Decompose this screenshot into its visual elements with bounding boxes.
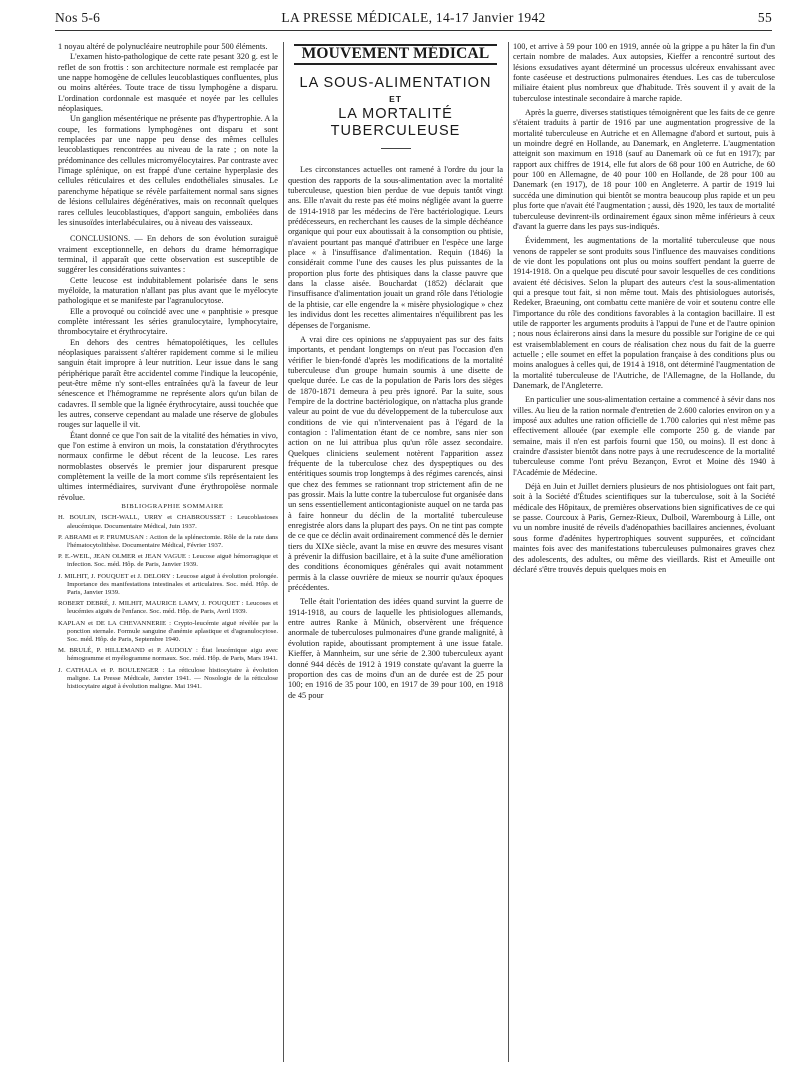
page-number: 55 <box>757 10 772 25</box>
column-middle <box>288 42 503 705</box>
bibliography-entry: H. BOULIN, ISCH-WALL, URRY et CHABROUSSET : Leucoblastoses aleucémique. Documentaire Médical, Juin 1937. <box>58 514 278 530</box>
paragraph: Un ganglion mésentérique ne présente pas d'hypertrophie. A la coupe, les formations lymphogènes ont disparu et sont remplacées par une nappe peu dense des mêmes cellules leucoblastiques rencontrées au niveau de la rate ; on note la prédominance des cellules micromyélocytaires. Par contraste avec l'image splénique, on est frappé d'une certaine hyperplasie des cellules réticulaires et des cellules endothéliales sinusales. Le parenchyme hépatique se révèle parfaitement normal sans signes de lésions cellulaires dégénératives, mais on reconnaît quelques rares cellules leucoblastiques, d'apport sanguin, emboliées dans les sinusoïdes interlabéculaires, ou à niveau des vaisseaux. <box>58 114 279 227</box>
paragraph: En particulier une sous-alimentation certaine a commencé à sévir dans nos villes. Au lieu de la ration normale d'entretien de 2.600 calories environ on y a imposé aux adultes une ration officielle de 1.700 calories qui n'est même pas effectivement allouée (par exemple elle comporte 250 g. de viande par semaine, mais il n'en est parfois fourni que 150, ou moins). Il est donc à craindre d'assister bientôt dans notre pays à une recrudescence de la mortalité tuberculeuse comme l'ont prévu Bezançon, Evrot et Moine dès 1940 à l'Académie de Médecine. <box>513 395 775 477</box>
bibliography <box>58 503 278 691</box>
article-title-line: ET <box>389 94 402 105</box>
paragraph: A vrai dire ces opinions ne s'appuyaient pas sur des faits importants, et pendant longtemps on n'eut pas l'occasion d'en vérifier le bien-fondé d'après les modifications de la mortalité tuberculeuse d'un groupe humain soumis à une disette de quelque durée. Le cas de la population de Paris lors des sièges de 1870-1871 demeura à peu près ignoré. Par la suite, sous l'empire de la doctrine bactériologique, on n'attacha plus grande valeur au point de vue du développement de la tuberculose aux conditions de vie qui n'intervenaient pas à l'égard de la contagion : l'alimentation étant de ce nombre, sans nier son action on ne lui attribua plus qu'un rôle assez secondaire. Quelques cliniciens seulement notèrent l'apparition assez fréquente de la tuberculose chez des dyspeptiques ou des entéritiques soumis trop longtemps à des régimes carencés, ainsi que chez des femmes se rationnant trop strictement afin de ne pas grossir. Mais la lutte contre la tuberculose fut organisée dans un sens essentiellement anticontagioniste auquel on ne tarda pas à faire honneur du déclin de la mortalité tuberculeuse enregistrée alors dans la plupart des pays. On ne tint pas compte de ce que ce déclin avait ordinairement commencé dès le dernier tiers du XIXe siècle, avant la mise en œuvre des mesures visant à prévenir la diffusion bacillaire, et à la suite d'une amélioration des conditions économiques générales qui avait notamment permis à la classe ouvrière de mieux se nourrir qu'aux époques précédentes. <box>288 334 503 593</box>
paragraph: Telle était l'orientation des idées quand survint la guerre de 1914-1918, au cours de laquelle les phtisiologues allemands, entre autres Ranke à Münich, observèrent une fréquence anormale de tuberculoses pulmonaires d'une grande malignité, à évolution rapide, aboutissant promptement à une issue fatale. Kieffer, à Mannheim, sur une série de 2.300 tuberculeux ayant donné 944 décès de 1912 à 1919 constate qu'avant la guerre la proportion des cas de moins d'un an de durée est de 25 pour 100; en 1916 de 35 pour 100, en 1917 de 39 pour 100, en 1918 de 45 pour <box>288 597 503 700</box>
bibliography-title: BIBLIOGRAPHIE SOMMAIRE <box>121 503 224 511</box>
paragraph: Les circonstances actuelles ont ramené à l'ordre du jour la question des rapports de la sous-alimentation avec la mortalité tuberculeuse, question bien perdue de vue depuis tantôt vingt ans. Elle n'avait du reste pas été moins négligée avant la guerre de 1914-1918 par les médecins de l'ère bactériologique. Leurs prédécesseurs, en recherchant les causes de la simple déchéance organique qui pour eux aboutissait à la consomption ou phtisie, n'avaient pourtant pas manqué d'attribuer en l'espèce une large place « à l'insuffisance d'alimentation. Requin (1846) la considérait comme l'une des causes les plus puissantes de la proportion plus forte des phtisiques dans la classe pauvre que dans la classe aisée. Bouchardat (1852) déclarait que l'insuffisance d'alimentation jouait un grand rôle dans l'étiologie de la phtisie, car elle engendre la « misère physiologique » chez les individus dont les recettes alimentaires n'équilibrent pas les dépenses de l'organisme. <box>288 165 503 330</box>
column-left <box>58 42 278 694</box>
column-right <box>513 42 775 579</box>
column-separator <box>283 42 284 1062</box>
paragraph: 100, et arrive à 59 pour 100 en 1919, année où la grippe a pu hâter la fin d'un certain nombre de malades. Aux autopsies, Kieffer a rencontré surtout des lésions exsudatives ayant déterminé un processus ulcéreux envahissant avec fonte caséeuse et destructions pulmonaires étendues. Les cas de tuberculose miliaire étaient plus nombreux que d'habitude. Très souvent il y avait de la tuberculose intestinale secondaire à marche rapide. <box>513 42 775 103</box>
section-title: MOUVEMENT MÉDICAL <box>301 45 490 62</box>
section-header-box <box>294 44 497 65</box>
bibliography-entry: J. CATHALA et P. BOULENGER : La réticulose histiocytaire à évolution maligne. La Presse Médicale, Janvier 1941. — Nosologie de la réticulose histiocytaire aiguë à évolution maligne. Mai 1941. <box>58 666 278 690</box>
paragraph: Déjà en Juin et Juillet derniers plusieurs de nos phtisiologues ont fait part, soit à la Société d'Études scientifiques sur la tuberculose, soit à la Société médicale des Hôpitaux, de premières observations bien significatives de ce qui se passe. Courcoux à Paris, Gernez-Rieux, Dulboil, Warembourg à Lille, ont vu un nombre inusité de réveils d'adénopathies bacillaires anciennes, évoluant sous forme d'adénites hypertrophiques souvent suppurées, et coïncidant maintes fois avec des manifestations tuberculeuses pulmonaires graves chez des adolescents, des adultes, ou même des vieillards. Rist et Ameuille ont déclaré s'être trouvés depuis quelques mois en <box>513 482 775 574</box>
bibliography-entry: KAPLAN et DE LA CHEVANNERIE : Crypto-leucémie aiguë révélée par la ponction sternale. Formule sanguine d'anémie aplastique et d'agranulocytose. Soc. méd. Hôp. de Paris, Septembre 1940. <box>58 619 278 643</box>
issue-number: Nos 5-6 <box>55 10 101 25</box>
journal-title-date: LA PRESSE MÉDICALE, 14-17 Janvier 1942 <box>281 10 546 25</box>
paragraph: Après la guerre, diverses statistiques témoignèrent que les faits de ce genre s'étaient traduits à partir de 1916 par une augmentation progressive de la mortalité tuberculeuse en Autriche et en Allemagne d'abord et surtout, puis à un moindre degré en Hollande, au Danemark, en Angleterre. L'augmentation atteignit son maximum en 1918 (sauf au Danemark où ce fut en 1917); par rapport aux chiffres de 1914, elle fut alors de 68 pour 100 en Autriche, de 60 pour 100 en Allemagne, de 40 pour 100 en Hollande, de 28 pour 100 au Danemark (en 1917), de 18 pour 100 en Angleterre. A partir de 1919 lui succéda une diminution qui bientôt se montra beaucoup plus rapide et un peu plus forte que n'avait été l'augmentation ; aussi, dès 1920, les taux de mortalité tuberculeuse devinrent-ils ordinairement égaux sinon même inférieurs à ceux d'avant la guerre dans les pays sus-indiqués. <box>513 108 775 231</box>
bibliography-entry: M. BRULÉ, P. HILLEMAND et P. AUDOLY : État leucémique aigu avec hémogramme et myélogramme normaux. Soc. méd. Hôp. de Paris, Mars 1941. <box>58 647 278 663</box>
running-header <box>55 10 772 32</box>
bibliography-entry: J. MILHIT, J. FOUQUET et J. DELORY : Leucose aiguë à évolution prolongée. Importance des manifestations intestinales et articulaires. Soc. méd. Hôp. de Paris, Janvier 1939. <box>58 572 278 596</box>
header-rule <box>55 30 772 31</box>
paragraph: Étant donné ce que l'on sait de la vitalité des hématies in vivo, que l'on estime à environ un mois, la constatation d'érythrocytes normaux confirme le début récent de la leucose. Les rares normoblastes observés le premier jour disparurent presque complètement la veille de la mort comme s'ils représentaient les ultimes intermédiaires, survivant d'une érythropoïèse normale révolue. <box>58 430 278 502</box>
bibliography-entry: P. ABRAMI et P. FRUMUSAN : Action de la splénectomie. Rôle de la rate dans l'hématocytolithèse. Documentaire Médical, Février 1937. <box>58 533 278 549</box>
article-title-line: LA SOUS-ALIMENTATION <box>299 75 492 92</box>
column-separator <box>508 42 509 1062</box>
article-title <box>288 75 503 149</box>
paragraph: En dehors des centres hématopoïétiques, les cellules néoplasiques paraissent s'altérer rapidement comme si le milieu sanguin était impropre à leur nutrition. Leur issue dans le sang périphérique paraît être accidentel comme l'indique la leucopénie, peut-être même n'y sont-elles entraînées qu'à la faveur de leur sénescence et l'hémogramme ne représente alors qu'un bilan de cadavres. Il semble que la lignée érythrocytaire, aussi touchée que les autres, conserve cependant au malade une réserve de globules rouges sur laquelle il vit. <box>58 337 278 430</box>
paragraph: L'examen histo-pathologique de cette rate pesant 320 g. est le reflet de son frottis : son architecture normale est remplacée par une nappe homogène de cellules leucoblastiques confluentes, plus ou moins altérées. Toute trace de tissu lymphogène a disparu. L'ordination cordonnale est masquée et noyée par les cellules néoplasiques. <box>58 52 278 114</box>
paragraph: Cette leucose est indubitablement polarisée dans le sens myéloïde, la maturation n'allant pas plus avant que le myélocyte pathologique et se manifeste par l'agranulocytose. <box>58 275 278 306</box>
conclusions-paragraph: CONCLUSIONS. — En dehors de son évolution suraiguë vraiment exceptionnelle, en dehors du drame hémorragique terminal, il apparaît que cette observation est susceptible de suggérer les considérations suivantes : <box>58 234 278 275</box>
bibliography-entry: ROBERT DEBRÉ, J. MILHIT, MAURICE LAMY, J. FOUQUET : Leucoses et leucémies aiguës de l'enfance. Soc. méd. Hôp. de Paris, Avril 1939. <box>58 600 278 616</box>
article-title-line: TUBERCULEUSE <box>330 123 461 140</box>
article-title-line: LA MORTALITÉ <box>338 106 453 123</box>
paragraph: 1 noyau altéré de polynucléaire neutrophile pour 500 éléments. <box>58 42 268 51</box>
title-rule <box>381 148 411 149</box>
paragraph: Elle a provoqué ou coïncidé avec une « panphtisie » presque complète intéressant les séries granulocytaire, lymphocytaire, thrombocytaire et érythrocytaire. <box>58 306 278 337</box>
paragraph: Évidemment, les augmentations de la mortalité tuberculeuse que nous venons de rappeler se sont produits sous l'influence des mauvaises conditions de vie dont les populations ont plus ou moins souffert pendant la guerre de 1914-1918. On a quelque peu discuté pour savoir lesquelles de ces conditions avaient été décisives. Selon la plupart des auteurs c'est la sous-alimentation qui a presque tout fait, si non même tout. Mais des phtisiologues autorisés, Redeker, Braeuning, ont combattu cette manière de voir et soutenu contre elle l'importance du rôle des conditions favorables à la contagion bacillaire. Il est utile de rapporter les arguments produits à l'appui de l'une et de l'autre opinion ; nous nous éclairerons ainsi dans la mesure du possible sur l'origine de ce qui est vraisemblablement en cours de réalisation chez nous du fait de la guerre actuelle ; elle soumet en effet la population française à des conditions plus ou moins analogues à celles qui, de 1914 à 1918, ont déterminé l'augmentation de la mortalité tuberculeuse de l'Autriche, de l'Allemagne, de la Hollande, du Danemark, de l'Angleterre. <box>513 236 775 390</box>
bibliography-entry: P. E.-WEIL, JEAN OLMER et JEAN VAGUE : Leucose aiguë hémorragique et infection. Soc. méd. Hôp. de Paris, Janvier 1939. <box>58 553 278 569</box>
